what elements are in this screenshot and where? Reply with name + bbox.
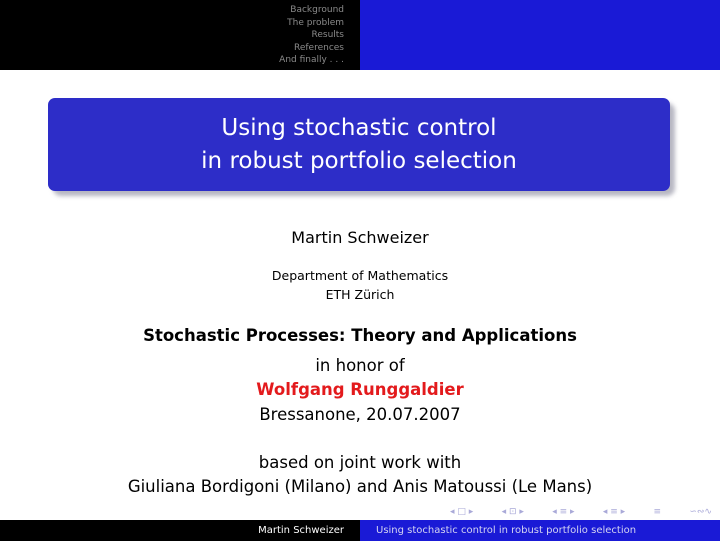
honor-text: in honor of: [315, 356, 405, 375]
honoree-name: Wolfgang Runggaldier: [256, 380, 464, 399]
footer-left: [0, 520, 360, 541]
nav-section-references[interactable]: References: [293, 42, 344, 53]
footer-title: Using stochastic control in robust portfolio selection: [376, 525, 637, 536]
institute-department: Department of Mathematics: [271, 268, 449, 283]
footer-author: Martin Schweizer: [258, 525, 344, 536]
author-name: Martin Schweizer: [291, 228, 429, 247]
header-nav-right: [360, 0, 720, 70]
place-date: Bressanone, 20.07.2007: [259, 405, 461, 424]
footer-right: [360, 520, 720, 541]
nav-section-and-finally[interactable]: And finally . . .: [279, 55, 344, 66]
subsection-nav-icon[interactable]: ◂ ≡ ▸: [552, 507, 575, 517]
title-box: [48, 98, 670, 191]
nav-section-background[interactable]: Background: [290, 5, 344, 15]
institute-university: ETH Zürich: [325, 287, 395, 302]
title-line-2: in robust portfolio selection: [201, 147, 517, 174]
title-line-1: Using stochastic control: [221, 114, 497, 141]
header-nav-left: [0, 0, 360, 70]
appendix-nav-icon[interactable]: ≡: [653, 507, 661, 517]
conference-name: Stochastic Processes: Theory and Applications: [143, 326, 577, 345]
search-nav-icon[interactable]: ∽∾∿: [689, 507, 712, 517]
nav-section-the-problem[interactable]: The problem: [287, 17, 344, 28]
slide-back-icon[interactable]: ◂ □ ▸: [450, 507, 474, 517]
section-nav-icon[interactable]: ◂ ≡ ▸: [602, 507, 626, 517]
beamer-navigation-symbols: [450, 505, 712, 519]
joint-work-intro: based on joint work with: [258, 453, 462, 472]
frame-nav-icon[interactable]: ◂ ⊡ ▸: [501, 507, 524, 517]
section-navigation: [279, 4, 344, 67]
nav-section-results[interactable]: Results: [311, 30, 344, 41]
joint-work-coauthors: Giuliana Bordigoni (Milano) and Anis Matoussi (Le Mans): [127, 477, 593, 496]
